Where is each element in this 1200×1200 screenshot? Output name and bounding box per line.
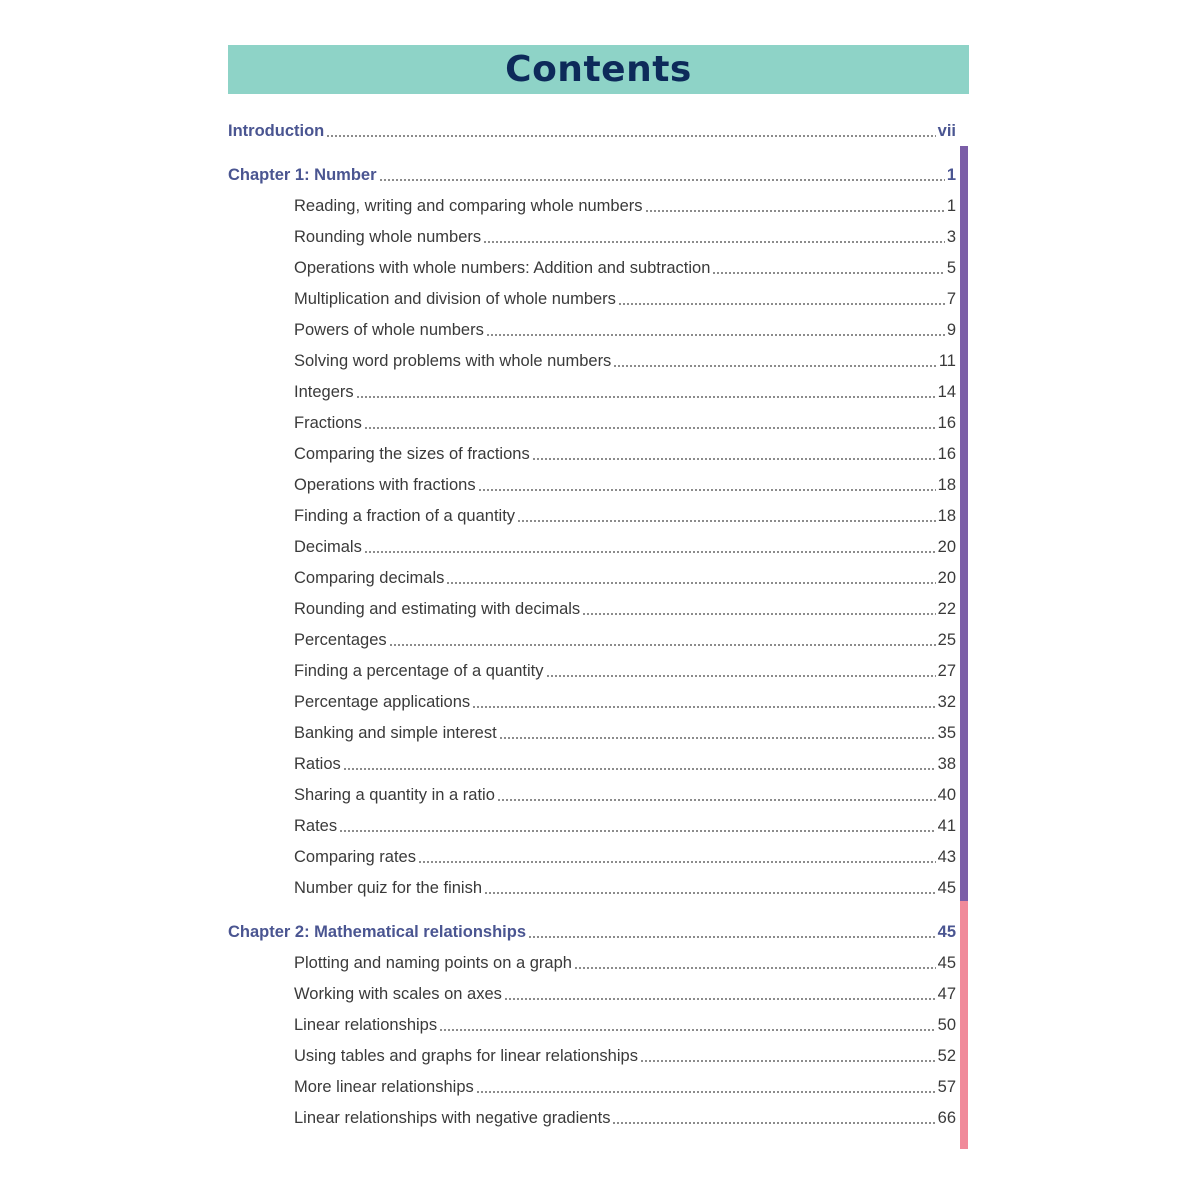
dot-leader bbox=[364, 427, 936, 429]
entry-label: Multiplication and division of whole numbers bbox=[294, 290, 616, 308]
entry-page: 45 bbox=[937, 923, 956, 941]
toc-entry[interactable] bbox=[228, 253, 956, 284]
entry-page: 1 bbox=[946, 197, 956, 215]
dot-leader bbox=[343, 768, 936, 770]
entry-page: vii bbox=[937, 122, 956, 140]
entry-page: 52 bbox=[937, 1047, 956, 1065]
dot-leader bbox=[613, 365, 937, 367]
dot-leader bbox=[582, 613, 935, 615]
contents-title-band bbox=[228, 45, 969, 94]
entry-label: Using tables and graphs for linear relationships bbox=[294, 1047, 638, 1065]
entry-page: 9 bbox=[946, 321, 956, 339]
entry-label: Working with scales on axes bbox=[294, 985, 502, 1003]
toc-entry[interactable] bbox=[228, 979, 956, 1010]
entry-label: Integers bbox=[294, 383, 354, 401]
dot-leader bbox=[618, 303, 945, 305]
dot-leader bbox=[528, 936, 936, 938]
entry-page: 41 bbox=[937, 817, 956, 835]
toc-entry[interactable] bbox=[228, 873, 956, 904]
entry-page: 40 bbox=[937, 786, 956, 804]
chapter-color-bar bbox=[960, 901, 968, 1149]
entry-label: Comparing rates bbox=[294, 848, 416, 866]
dot-leader bbox=[472, 706, 936, 708]
entry-page: 16 bbox=[937, 445, 956, 463]
entry-label: Chapter 1: Number bbox=[228, 166, 377, 184]
entry-page: 38 bbox=[937, 755, 956, 773]
entry-page: 43 bbox=[937, 848, 956, 866]
dot-leader bbox=[446, 582, 935, 584]
entry-page: 16 bbox=[937, 414, 956, 432]
dot-leader bbox=[612, 1122, 935, 1124]
dot-leader bbox=[364, 551, 936, 553]
toc-entry[interactable] bbox=[228, 377, 956, 408]
entry-page: 35 bbox=[937, 724, 956, 742]
toc-entry[interactable] bbox=[228, 346, 956, 377]
entry-label: Operations with fractions bbox=[294, 476, 476, 494]
toc-entry[interactable] bbox=[228, 1072, 956, 1103]
toc-chapter-heading[interactable] bbox=[228, 160, 956, 191]
entry-label: Banking and simple interest bbox=[294, 724, 497, 742]
dot-leader bbox=[504, 998, 936, 1000]
toc-entry[interactable] bbox=[228, 1041, 956, 1072]
entry-label: Introduction bbox=[228, 122, 325, 140]
entry-page: 5 bbox=[946, 259, 956, 277]
dot-leader bbox=[486, 334, 945, 336]
toc-entry[interactable] bbox=[228, 780, 956, 811]
entry-page: 25 bbox=[937, 631, 956, 649]
toc-entry[interactable] bbox=[228, 594, 956, 625]
entry-page: 20 bbox=[937, 569, 956, 587]
dot-leader bbox=[532, 458, 936, 460]
dot-leader bbox=[476, 1091, 936, 1093]
dot-leader bbox=[439, 1029, 936, 1031]
dot-leader bbox=[517, 520, 936, 522]
entry-page: 66 bbox=[937, 1109, 956, 1127]
entry-label: Fractions bbox=[294, 414, 362, 432]
dot-leader bbox=[326, 135, 935, 137]
entry-label: Reading, writing and comparing whole numbers bbox=[294, 197, 643, 215]
entry-label: Ratios bbox=[294, 755, 341, 773]
toc-chapter-heading[interactable] bbox=[228, 917, 956, 948]
chapter-section-1 bbox=[228, 160, 956, 904]
entry-label: Comparing the sizes of fractions bbox=[294, 445, 530, 463]
toc-entry[interactable] bbox=[228, 563, 956, 594]
toc-entry[interactable] bbox=[228, 656, 956, 687]
dot-leader bbox=[418, 861, 936, 863]
entry-page: 18 bbox=[937, 476, 956, 494]
table-of-contents bbox=[228, 116, 956, 1134]
toc-entry[interactable] bbox=[228, 408, 956, 439]
toc-entry[interactable] bbox=[228, 191, 956, 222]
dot-leader bbox=[478, 489, 936, 491]
dot-leader bbox=[497, 799, 936, 801]
toc-entry[interactable] bbox=[228, 222, 956, 253]
entry-page: 32 bbox=[937, 693, 956, 711]
entry-label: Rounding and estimating with decimals bbox=[294, 600, 581, 618]
entry-page: 45 bbox=[937, 954, 956, 972]
entry-page: 57 bbox=[937, 1078, 956, 1096]
chapter-section-2 bbox=[228, 917, 956, 1134]
entry-page: 1 bbox=[946, 166, 956, 184]
entry-label: Operations with whole numbers: Addition and subtraction bbox=[294, 259, 711, 277]
entry-label: Powers of whole numbers bbox=[294, 321, 484, 339]
toc-entry[interactable] bbox=[228, 718, 956, 749]
entry-page: 3 bbox=[946, 228, 956, 246]
toc-entry[interactable] bbox=[228, 315, 956, 346]
entry-label: Linear relationships with negative gradients bbox=[294, 1109, 611, 1127]
dot-leader bbox=[483, 241, 945, 243]
entry-page: 20 bbox=[937, 538, 956, 556]
entry-page: 22 bbox=[937, 600, 956, 618]
dot-leader bbox=[499, 737, 936, 739]
toc-entry[interactable] bbox=[228, 284, 956, 315]
toc-entry[interactable] bbox=[228, 470, 956, 501]
dot-leader bbox=[379, 179, 945, 181]
toc-entry[interactable] bbox=[228, 811, 956, 842]
dot-leader bbox=[356, 396, 936, 398]
dot-leader bbox=[640, 1060, 936, 1062]
toc-entry[interactable] bbox=[228, 1103, 956, 1134]
dot-leader bbox=[712, 272, 944, 274]
entry-label: Chapter 2: Mathematical relationships bbox=[228, 923, 526, 941]
dot-leader bbox=[645, 210, 945, 212]
entry-label: Sharing a quantity in a ratio bbox=[294, 786, 495, 804]
toc-entry[interactable] bbox=[228, 501, 956, 532]
entry-page: 27 bbox=[937, 662, 956, 680]
entry-label: Comparing decimals bbox=[294, 569, 445, 587]
toc-entry[interactable] bbox=[228, 439, 956, 470]
toc-entry-introduction[interactable] bbox=[228, 116, 956, 147]
dot-leader bbox=[574, 967, 936, 969]
entry-page: 11 bbox=[938, 352, 956, 370]
entry-page: 45 bbox=[937, 879, 956, 897]
entry-label: Rounding whole numbers bbox=[294, 228, 482, 246]
dot-leader bbox=[484, 892, 936, 894]
toc-entry[interactable] bbox=[228, 625, 956, 656]
chapter-color-bar bbox=[960, 146, 968, 920]
entry-page: 50 bbox=[937, 1016, 956, 1034]
entry-label: Plotting and naming points on a graph bbox=[294, 954, 572, 972]
toc-entry[interactable] bbox=[228, 948, 956, 979]
toc-entry[interactable] bbox=[228, 749, 956, 780]
entry-page: 7 bbox=[946, 290, 956, 308]
dot-leader bbox=[339, 830, 936, 832]
toc-entry[interactable] bbox=[228, 532, 956, 563]
toc-entry[interactable] bbox=[228, 1010, 956, 1041]
entry-page: 14 bbox=[937, 383, 956, 401]
dot-leader bbox=[389, 644, 936, 646]
toc-entry[interactable] bbox=[228, 687, 956, 718]
page-title: Contents bbox=[505, 49, 692, 90]
entry-label: More linear relationships bbox=[294, 1078, 474, 1096]
entry-label: Finding a fraction of a quantity bbox=[294, 507, 516, 525]
dot-leader bbox=[546, 675, 936, 677]
entry-label: Percentage applications bbox=[294, 693, 471, 711]
entry-page: 18 bbox=[937, 507, 956, 525]
entry-label: Solving word problems with whole numbers bbox=[294, 352, 612, 370]
entry-label: Decimals bbox=[294, 538, 362, 556]
entry-label: Linear relationships bbox=[294, 1016, 438, 1034]
entry-label: Percentages bbox=[294, 631, 387, 649]
entry-label: Rates bbox=[294, 817, 338, 835]
toc-entry[interactable] bbox=[228, 842, 956, 873]
entry-page: 47 bbox=[937, 985, 956, 1003]
entry-label: Number quiz for the finish bbox=[294, 879, 483, 897]
entry-label: Finding a percentage of a quantity bbox=[294, 662, 544, 680]
